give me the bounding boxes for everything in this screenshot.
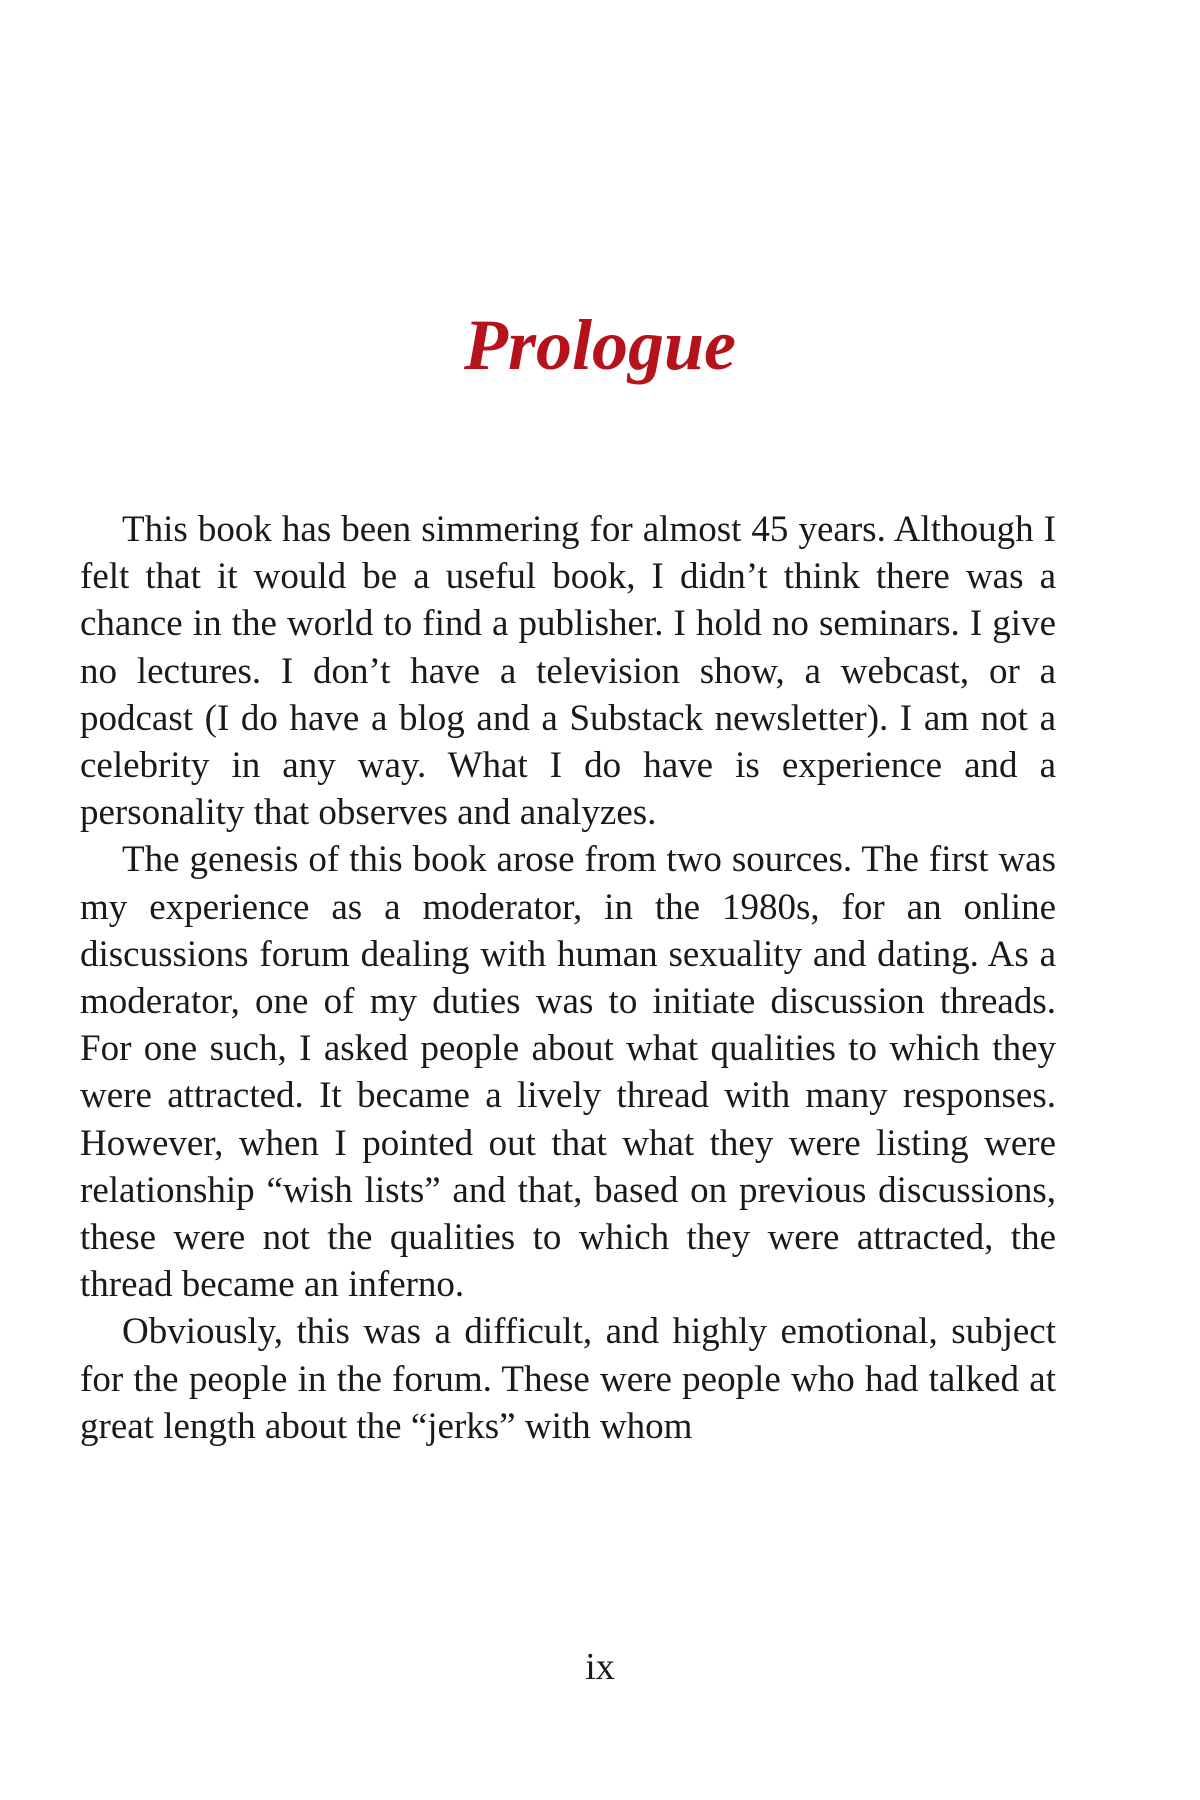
chapter-title: Prologue [463, 305, 736, 385]
body-text [80, 506, 1056, 1450]
paragraph: Obviously, this was a difficult, and highly emotional, subject for the people in the forum. These were people who had talked at great length about the “jerks” with whom [80, 1311, 1056, 1447]
page-number: ix [585, 1646, 615, 1688]
paragraph: This book has been simmering for almost 45 years. Although I felt that it would be a useful book, I didn’t think there was a chance in the world to find a publisher. I hold no seminars. I give no lectures. I don’t have a television show, a webcast, or a podcast (I do have a blog and a Substack newsletter). I am not a celebrity in any way. What I do have is experience and a personality that observes and analyzes. [80, 509, 1056, 834]
paragraph: The genesis of this book arose from two sources. The first was my experience as a moderator, in the 1980s, for an online discussions forum dealing with human sexuality and dating. As a moderator, one of my duties was to initiate discussion threads. For one such, I asked people about what qualities to which they were attracted. It became a lively thread with many responses. However, when I pointed out that what they were listing were relationship “wish lists” and that, based on previous discussions, these were not the qualities to which they were attracted, the thread became an inferno. [80, 839, 1056, 1306]
